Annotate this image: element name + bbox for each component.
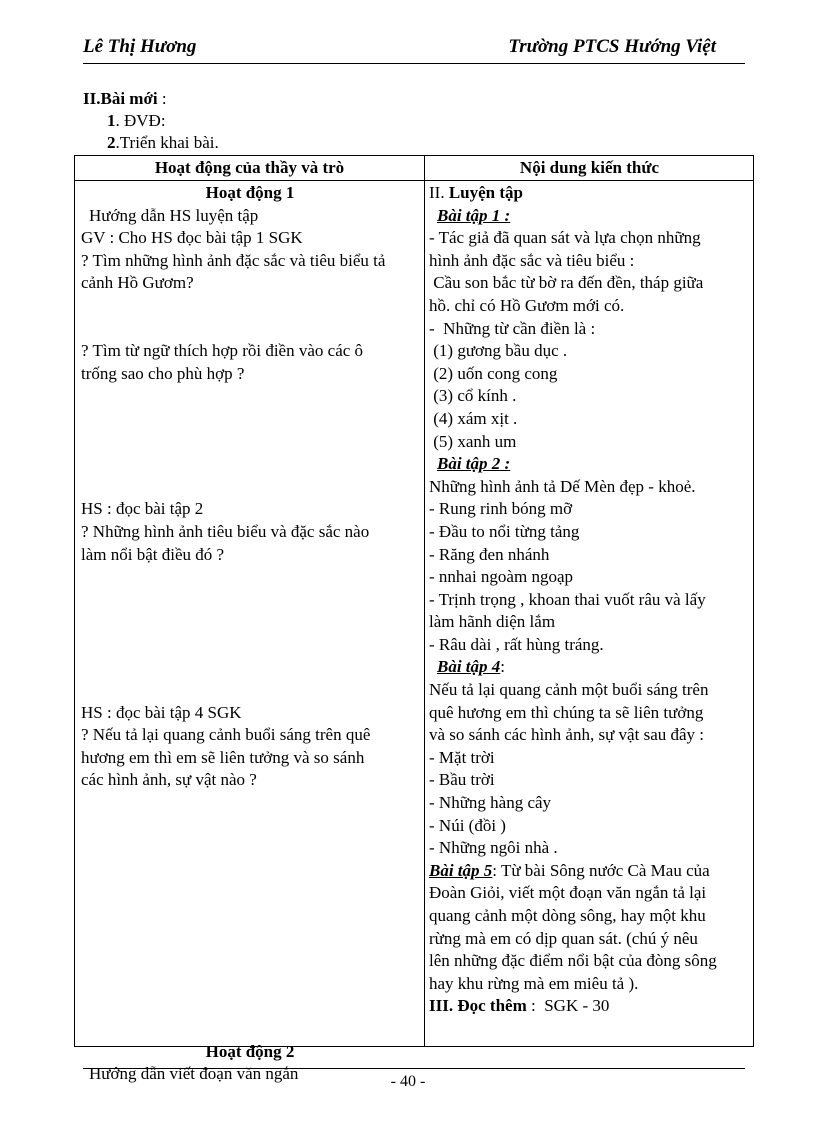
content-line: hồ. chỉ có Hồ Gươm mới có. bbox=[429, 295, 625, 315]
content-line: - Bầu trời bbox=[429, 770, 495, 790]
table-head-activities: Hoạt động của thầy và trò bbox=[154, 158, 345, 177]
activity-line: ? Nếu tả lại quang cảnh buổi sáng trên quê bbox=[81, 725, 371, 745]
content-line: - Những hàng cây bbox=[429, 793, 552, 813]
activity-line: GV : Cho HS đọc bài tập 1 SGK bbox=[81, 228, 303, 248]
content-line: - Những ngôi nhà . bbox=[429, 838, 558, 858]
activity-2-title: Hoạt động 2 bbox=[205, 1041, 295, 1061]
activity-line: ? Tìm từ ngữ thích hợp rồi điền vào các ô bbox=[81, 341, 364, 361]
content-line: (2) uốn cong cong bbox=[429, 363, 558, 383]
footer-rule bbox=[83, 1068, 745, 1069]
column-divider bbox=[424, 156, 425, 1046]
activity-line: hương em thì em sẽ liên tưởng và so sánh bbox=[81, 747, 365, 767]
content-line: quê hương em thì chúng ta sẽ liên tưởng bbox=[429, 702, 704, 722]
activity-1-title: Hoạt động 1 bbox=[205, 183, 295, 202]
content-line: hay khu rừng mà em miêu tả ). bbox=[429, 973, 639, 993]
activity-line: làm nổi bật điều đó ? bbox=[81, 544, 225, 564]
exercise-5-heading: Bài tập 5: Từ bài Sông nước Cà Mau của bbox=[429, 860, 710, 880]
content-line: - Trịnh trọng , khoan thai vuốt râu và lấy bbox=[429, 589, 706, 609]
content-line: Đoàn Giỏi, viết một đoạn văn ngắn tả lại bbox=[429, 883, 707, 903]
section-doc-them: III. Đọc thêm : SGK - 30 bbox=[429, 996, 610, 1016]
content-line: Nếu tả lại quang cảnh một buổi sáng trên bbox=[429, 680, 709, 700]
activity-line: các hình ảnh, sự vật nào ? bbox=[81, 770, 257, 790]
exercise-4-heading: Bài tập 4: bbox=[437, 657, 506, 677]
activity-line: trống sao cho phù hợp ? bbox=[81, 363, 245, 383]
section-intro bbox=[83, 88, 219, 154]
content-line: - Núi (đồi ) bbox=[429, 815, 506, 835]
content-line: (3) cổ kính . bbox=[429, 386, 517, 406]
content-line: Cầu son bắc từ bờ ra đến đền, tháp giữa bbox=[429, 273, 704, 293]
content-line: hình ảnh đặc sắc và tiêu biểu : bbox=[429, 250, 635, 270]
content-line: - Đầu to nổi từng tảng bbox=[429, 521, 580, 541]
header-author: Lê Thị Hương bbox=[83, 36, 197, 57]
header-school: Trường PTCS Hướng Việt bbox=[508, 36, 716, 57]
activity-line: HS : đọc bài tập 2 bbox=[81, 499, 204, 519]
table-head-content: Nội dung kiến thức bbox=[519, 158, 660, 177]
section-title: II.Bài mới : bbox=[83, 89, 167, 108]
activity-line: HS : đọc bài tập 4 SGK bbox=[81, 702, 242, 722]
content-line: (1) gương bầu dục . bbox=[429, 341, 568, 361]
activities-column bbox=[81, 182, 419, 1086]
content-line: - nnhai ngoàm ngoạp bbox=[429, 567, 573, 587]
content-line: - Những từ cần điền là : bbox=[429, 318, 596, 338]
content-line: - Tác giả đã quan sát và lựa chọn những bbox=[429, 228, 701, 248]
section-item-2: 2.Triển khai bài. bbox=[107, 133, 219, 152]
content-line: - Rung rinh bóng mỡ bbox=[429, 499, 573, 519]
header-divider bbox=[75, 180, 753, 181]
content-line: (4) xám xịt . bbox=[429, 408, 518, 428]
content-line: rừng mà em có dịp quan sát. (chú ý nêu bbox=[429, 928, 698, 948]
exercise-1-heading: Bài tập 1 : bbox=[437, 205, 511, 225]
section-item-1: 1. ĐVĐ: bbox=[107, 111, 166, 130]
content-line: - Râu dài , rất hùng tráng. bbox=[429, 634, 604, 654]
content-line: (5) xanh um bbox=[429, 431, 517, 451]
content-column bbox=[429, 182, 751, 1018]
activity-line: ? Những hình ảnh tiêu biểu và đặc sắc nào bbox=[81, 521, 370, 541]
content-line: lên những đặc điểm nổi bật của đòng sông bbox=[429, 951, 717, 971]
activity-2-subtitle: Hướng dẫn viết đoạn văn ngắn bbox=[89, 1064, 299, 1084]
page-number: - 40 - bbox=[390, 1073, 426, 1090]
content-line: Những hình ảnh tả Dế Mèn đẹp - khoẻ. bbox=[429, 476, 696, 496]
header-rule bbox=[83, 63, 745, 64]
section-luyen-tap: II. Luyện tập bbox=[429, 183, 523, 202]
content-line: - Răng đen nhánh bbox=[429, 544, 550, 564]
activity-line: ? Tìm những hình ảnh đặc sắc và tiêu biểu tả bbox=[81, 250, 386, 270]
content-line: quang cảnh một dòng sông, hay một khu bbox=[429, 906, 706, 925]
exercise-2-heading: Bài tập 2 : bbox=[437, 454, 511, 474]
activity-line: cảnh Hồ Gươm? bbox=[81, 273, 194, 293]
content-line: - Mặt trời bbox=[429, 747, 495, 767]
content-line: làm hãnh diện lắm bbox=[429, 612, 556, 632]
content-line: và so sánh các hình ảnh, sự vật sau đây : bbox=[429, 725, 705, 745]
activity-1-subtitle: Hướng dẫn HS luyện tập bbox=[89, 205, 259, 225]
